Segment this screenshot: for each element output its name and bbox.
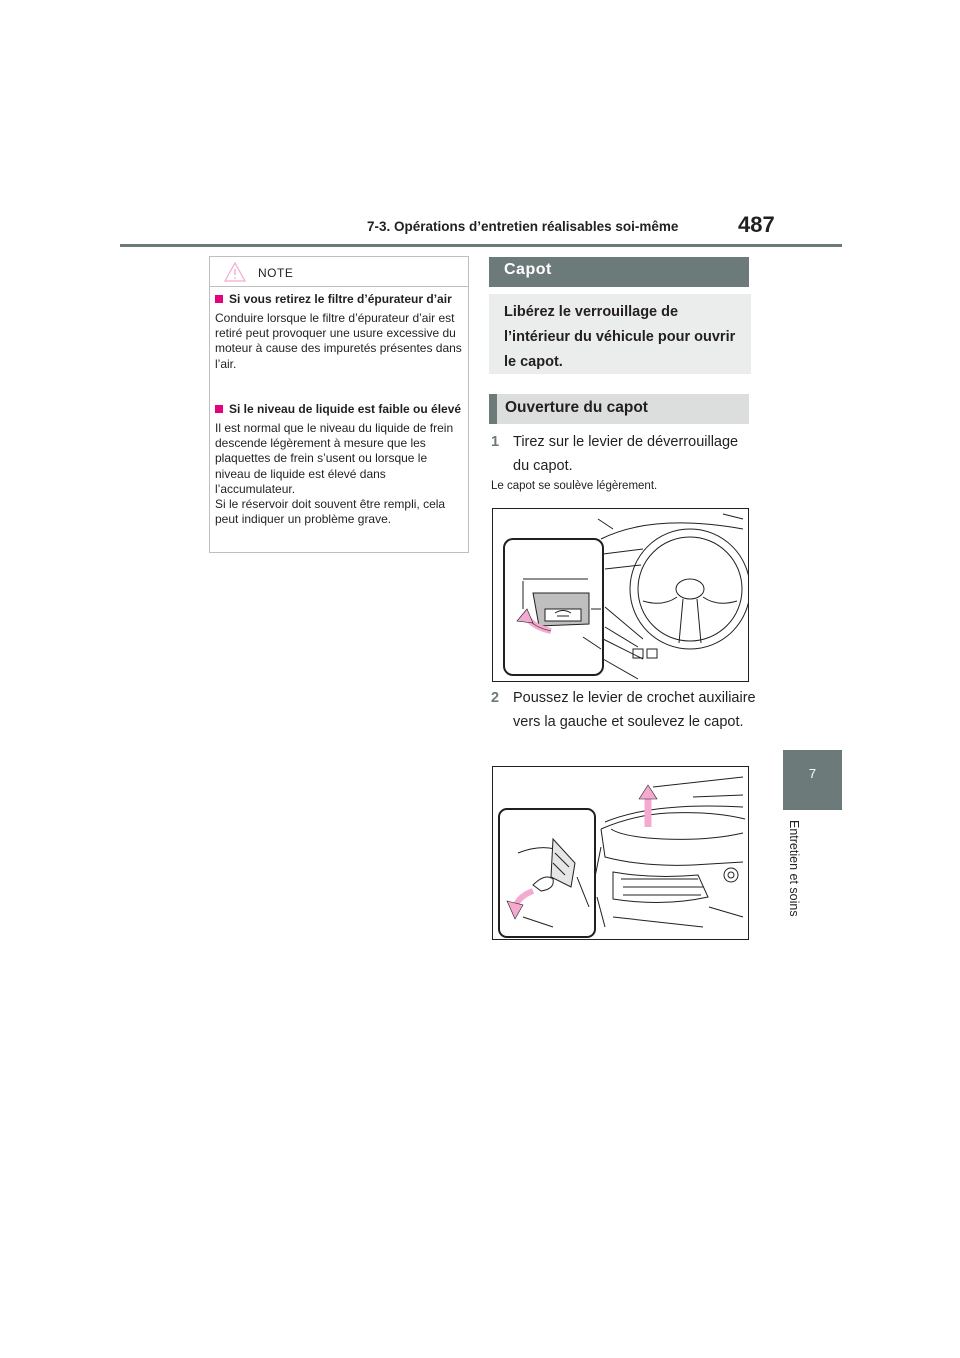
step-text: Tirez sur le levier de déverrouillage du capot. bbox=[513, 434, 739, 474]
hood-release-lever-illustration bbox=[492, 508, 749, 682]
auxiliary-catch-drawing bbox=[493, 767, 748, 939]
section-header-title: 7-3. Opérations d’entretien réalisables soi-même bbox=[367, 219, 679, 234]
note-section-fluid-level bbox=[215, 402, 465, 527]
section-title-bar bbox=[489, 257, 749, 287]
page-number: 487 bbox=[738, 212, 775, 237]
step-number: 1 bbox=[491, 434, 500, 450]
bullet-square-icon bbox=[215, 405, 223, 413]
note-heading bbox=[215, 292, 465, 307]
note-section-air-filter bbox=[215, 292, 465, 372]
note-heading-text: Si vous retirez le filtre d’épurateur d’air bbox=[229, 292, 452, 306]
subsection-title-bar bbox=[489, 394, 749, 424]
note-label: NOTE bbox=[258, 266, 294, 280]
header-rule bbox=[120, 244, 842, 247]
hood-release-drawing bbox=[493, 509, 748, 681]
note-header bbox=[210, 257, 468, 287]
step-1 bbox=[491, 430, 756, 478]
note-body-warning: Si le réservoir doit souvent être rempli, cela peut indiquer un problème grave. bbox=[215, 497, 446, 527]
note-body: Conduire lorsque le filtre d’épurateur d’air est retiré peut provoquer une usure excessive du moteur à cause des impuretés présentes dans l’air. bbox=[215, 311, 462, 371]
chapter-title: Entretien et soins bbox=[787, 820, 801, 917]
section-title: Capot bbox=[504, 261, 552, 278]
warning-triangle-icon bbox=[224, 262, 246, 282]
note-heading bbox=[215, 402, 465, 417]
step-number: 2 bbox=[491, 690, 500, 706]
step-1-note: Le capot se soulève légèrement. bbox=[491, 480, 658, 492]
subsection-title: Ouverture du capot bbox=[505, 399, 648, 416]
auxiliary-catch-illustration bbox=[492, 766, 749, 940]
summary-box bbox=[489, 294, 751, 374]
note-heading-text: Si le niveau de liquide est faible ou élevé bbox=[229, 402, 462, 416]
step-2 bbox=[491, 686, 756, 734]
note-body: Il est normal que le niveau du liquide de frein descende légèrement à mesure que les plaquettes de frein s’usent ou lorsque le niveau de liquide est élevé dans l’accumulateur. bbox=[215, 421, 454, 496]
summary-text: Libérez le verrouillage de l’intérieur du véhicule pour ouvrir le capot. bbox=[504, 304, 736, 370]
note-box bbox=[209, 256, 469, 553]
step-text: Poussez le levier de crochet auxiliaire vers la gauche et soulevez le capot. bbox=[513, 690, 756, 730]
chapter-number: 7 bbox=[808, 766, 817, 781]
bullet-square-icon bbox=[215, 295, 223, 303]
